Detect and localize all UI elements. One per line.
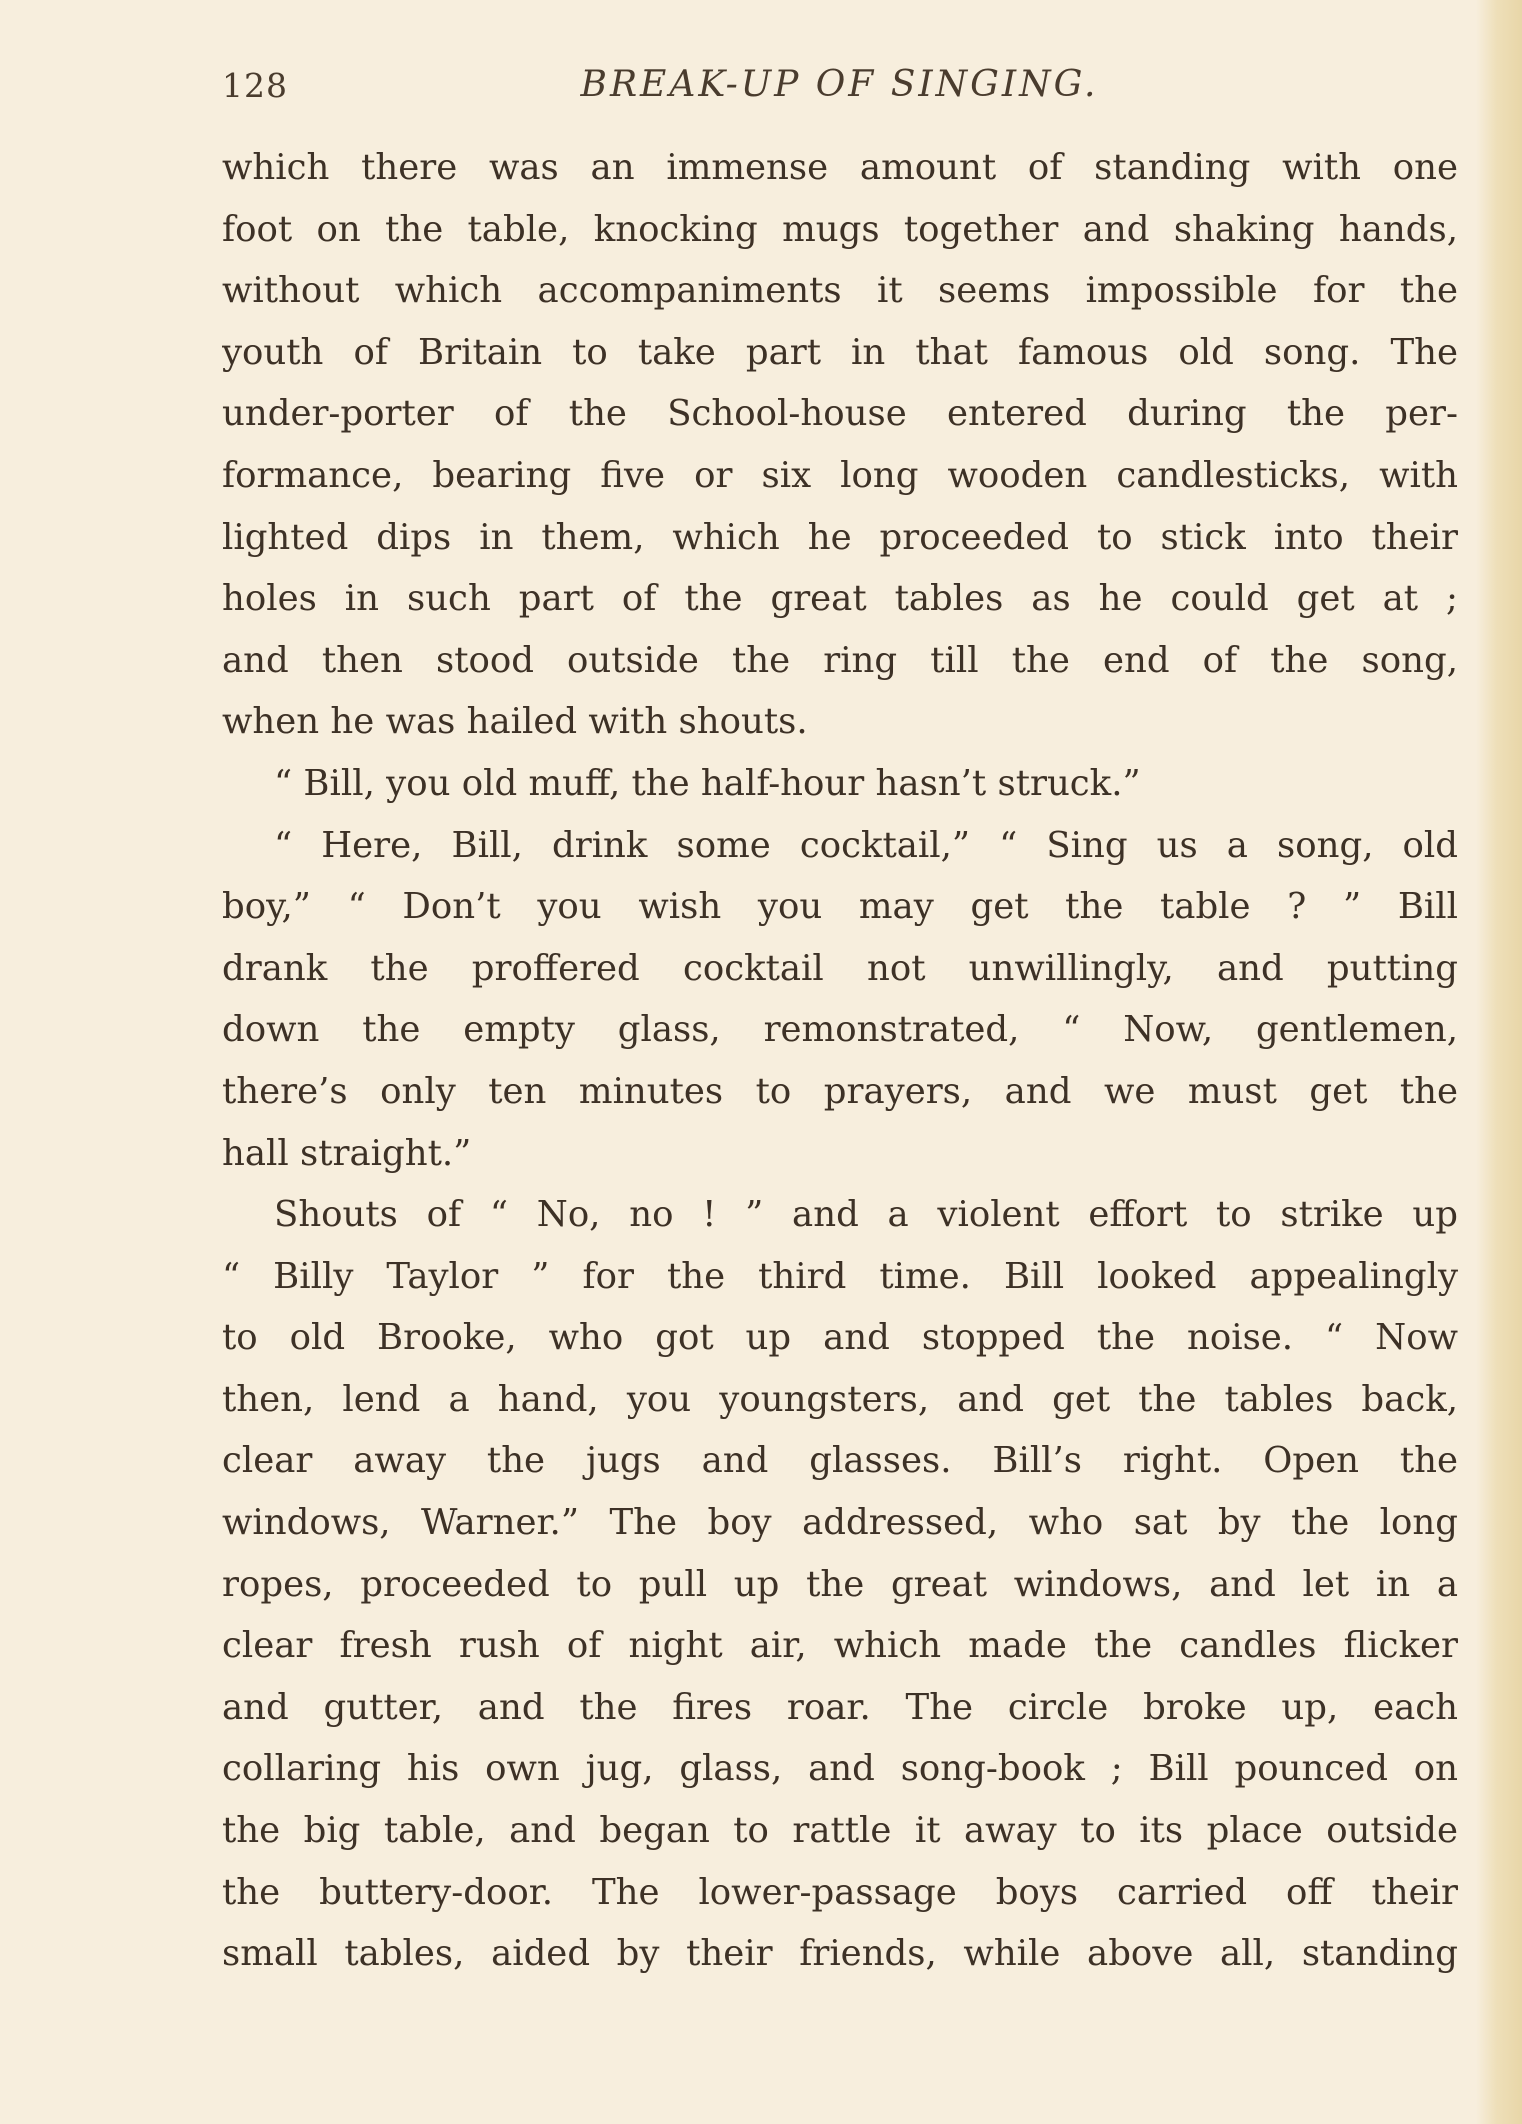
page-number: 128	[222, 66, 288, 105]
text-line: to old Brooke, who got up and stopped the noise. “ Now	[222, 1317, 1458, 1359]
text-line: “ Billy Taylor ” for the third time. Bill looked appealingly	[222, 1255, 1458, 1297]
text-line: the big table, and began to rattle it away to its place outside	[222, 1810, 1458, 1852]
text-line: clear away the jugs and glasses. Bill’s right. Open the	[222, 1440, 1458, 1482]
text-line: collaring his own jug, glass, and song-book ; Bill pounced on	[222, 1748, 1458, 1790]
text-line: there’s only ten minutes to prayers, and we must get the	[222, 1070, 1458, 1112]
text-line: which there was an immense amount of standing with one	[222, 147, 1458, 188]
text-line: the buttery-door. The lower-passage boys carried off their	[222, 1871, 1458, 1913]
text-line: formance, bearing five or six long wooden candlesticks, with	[222, 454, 1458, 496]
text-line: under-porter of the School-house entered during the per-	[222, 393, 1458, 435]
text-line: ropes, proceeded to pull up the great windows, and let in a	[222, 1563, 1458, 1605]
text-line: windows, Warner.” The boy addressed, who sat by the long	[222, 1502, 1458, 1544]
text-line: youth of Britain to take part in that famous old song. The	[222, 331, 1458, 373]
text-line: then, lend a hand, you youngsters, and get the tables back,	[222, 1378, 1458, 1420]
text-line: down the empty glass, remonstrated, “ Now, gentlemen,	[222, 1009, 1458, 1051]
text-line: lighted dips in them, which he proceeded to stick into their	[222, 516, 1458, 558]
text-line: “ Bill, you old muff, the half-hour hasn’t struck.”	[274, 762, 1141, 804]
text-line: without which accompaniments it seems impossible for the	[222, 270, 1458, 312]
text-line: drank the proffered cocktail not unwillingly, and putting	[222, 947, 1458, 989]
page-header	[222, 60, 1457, 120]
running-title: BREAK-UP OF SINGING.	[580, 64, 1099, 105]
text-line: clear fresh rush of night air, which made the candles flicker	[222, 1625, 1458, 1667]
body-text	[222, 137, 1458, 1985]
page-edge-shadow	[1476, 0, 1522, 2124]
text-line: when he was hailed with shouts.	[222, 701, 808, 743]
text-line: holes in such part of the great tables as he could get at ;	[222, 578, 1458, 620]
text-line: “ Here, Bill, drink some cocktail,” “ Sing us a song, old	[274, 824, 1458, 866]
text-line: hall straight.”	[222, 1132, 472, 1174]
text-line: foot on the table, knocking mugs together and shaking hands,	[222, 208, 1458, 250]
text-line: and then stood outside the ring till the end of the song,	[222, 639, 1458, 681]
text-line: Shouts of “ No, no ! ” and a violent effort to strike up	[274, 1194, 1458, 1236]
text-line: boy,” “ Don’t you wish you may get the table ? ” Bill	[222, 886, 1458, 928]
text-line: and gutter, and the fires roar. The circle broke up, each	[222, 1686, 1458, 1728]
text-line: small tables, aided by their friends, while above all, standing	[222, 1933, 1458, 1975]
